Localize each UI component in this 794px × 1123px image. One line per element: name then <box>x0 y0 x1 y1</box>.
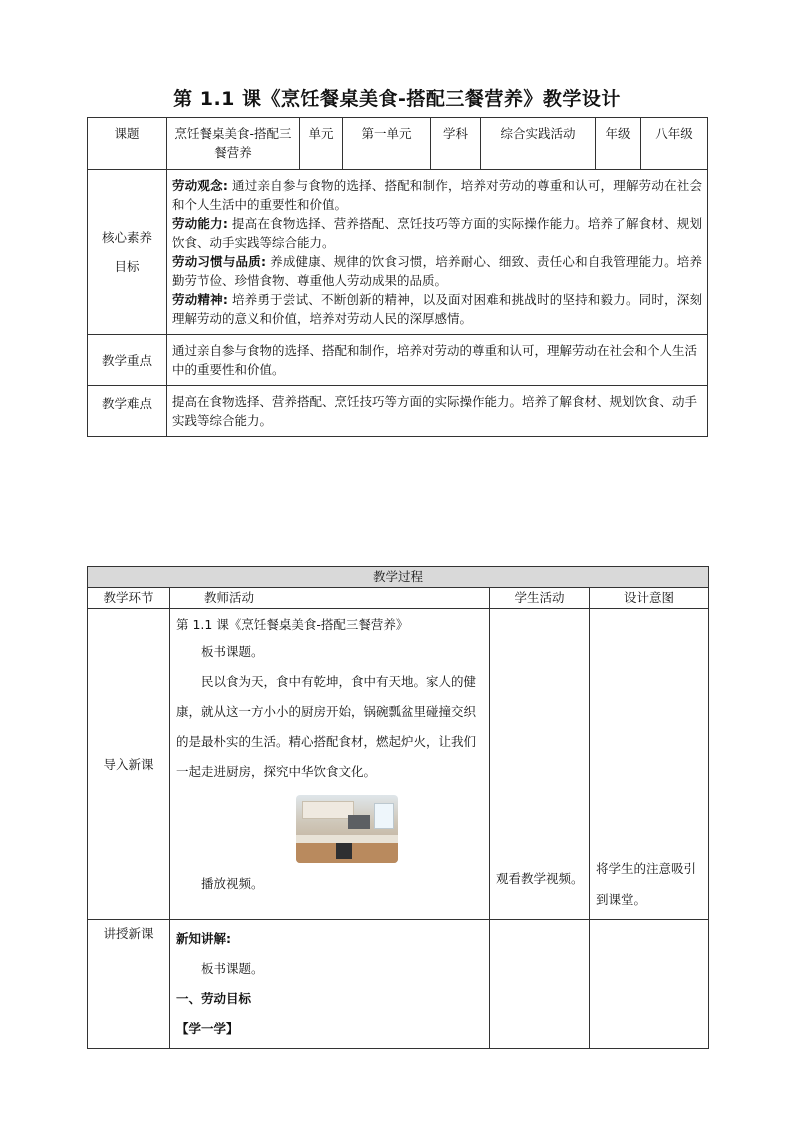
difficulties-row <box>88 386 708 437</box>
topic-value: 烹饪餐桌美食-搭配三餐营养 <box>167 118 300 170</box>
grade-label: 年级 <box>596 118 641 170</box>
intro-paragraph: 民以食为天，食中有乾坤，食中有天地。家人的健康，就从这一方小小的厨房开始，锅碗瓢盆里碰撞交织的是最朴实的生活。精心搭配食材，燃起炉火，让我们一起走进厨房，探究中华饮食文化。 <box>176 674 477 779</box>
new-lesson-row <box>88 920 709 1049</box>
lesson-info-table <box>87 117 708 437</box>
objective-heading: 劳动习惯与品质: <box>172 254 266 269</box>
objective-heading: 劳动能力: <box>172 216 228 231</box>
new-stage: 讲授新课 <box>88 920 170 1049</box>
key-points-text: 通过亲自参与食物的选择、搭配和制作，培养对劳动的尊重和认可，理解劳动在社会和个人生活中的重要性和价值。 <box>167 335 708 386</box>
intro-play-line: 播放视频。 <box>201 876 264 891</box>
unit-value: 第一单元 <box>343 118 431 170</box>
header-student: 学生活动 <box>490 588 590 609</box>
process-title-row <box>88 567 709 588</box>
objectives-label: 核心素养目标 <box>88 170 167 335</box>
header-teacher: 教师活动 <box>170 588 490 609</box>
key-points-label: 教学重点 <box>88 335 167 386</box>
page-title: 第 1.1 课《烹饪餐桌美食-搭配三餐营养》教学设计 <box>173 88 621 110</box>
intro-row <box>88 609 709 920</box>
intro-teacher <box>170 609 490 920</box>
objective-item <box>172 252 702 290</box>
intro-lesson-line: 第 1.1 课《烹饪餐桌美食-搭配三餐营养》 <box>176 617 409 632</box>
header-intent: 设计意图 <box>590 588 709 609</box>
grade-value: 八年级 <box>641 118 708 170</box>
new-intent <box>590 920 709 1049</box>
topic-label: 课题 <box>88 118 167 170</box>
objective-text: 养成健康、规律的饮食习惯，培养耐心、细致、责任心和自我管理能力。培养勤劳节俭、珍惜食物、尊重他人劳动成果的品质。 <box>172 254 702 288</box>
objective-text: 培养勇于尝试、不断创新的精神，以及面对困难和挑战时的坚持和毅力。同时，深刻理解劳动的意义和价值，培养对劳动人民的深厚感情。 <box>172 292 702 326</box>
key-points-row <box>88 335 708 386</box>
intro-student: 观看教学视频。 <box>490 609 590 920</box>
objectives-content <box>167 170 708 335</box>
objective-heading: 劳动观念: <box>172 178 228 193</box>
new-student <box>490 920 590 1049</box>
process-header-row <box>88 588 709 609</box>
objective-item <box>172 176 702 214</box>
process-table <box>87 566 709 1049</box>
new-goal-line: 一、劳动目标 <box>176 991 252 1006</box>
new-knowledge-line: 新知讲解: <box>176 931 231 946</box>
intro-intent: 将学生的注意吸引到课堂。 <box>590 609 709 920</box>
new-teacher <box>170 920 490 1049</box>
objective-text: 提高在食物选择、营养搭配、烹饪技巧等方面的实际操作能力。培养了解食材、规划饮食、动手实践等综合能力。 <box>172 216 702 250</box>
intro-board-line: 板书课题。 <box>201 644 264 659</box>
difficulties-text: 提高在食物选择、营养搭配、烹饪技巧等方面的实际操作能力。培养了解食材、规划饮食、动手实践等综合能力。 <box>167 386 708 437</box>
objective-item <box>172 290 702 328</box>
difficulties-label: 教学难点 <box>88 386 167 437</box>
objective-heading: 劳动精神: <box>172 292 228 307</box>
process-title: 教学过程 <box>88 567 709 588</box>
new-board-line: 板书课题。 <box>201 961 264 976</box>
header-stage: 教学环节 <box>88 588 170 609</box>
subject-label: 学科 <box>431 118 481 170</box>
unit-label: 单元 <box>300 118 343 170</box>
objective-text: 通过亲自参与食物的选择、搭配和制作，培养对劳动的尊重和认可，理解劳动在社会和个人生活中的重要性和价值。 <box>172 178 702 212</box>
kitchen-image <box>296 795 398 863</box>
intro-stage: 导入新课 <box>88 609 170 920</box>
info-row <box>88 118 708 170</box>
objectives-row <box>88 170 708 335</box>
new-learn-line: 【学一学】 <box>176 1021 239 1036</box>
objective-item <box>172 214 702 252</box>
subject-value: 综合实践活动 <box>481 118 596 170</box>
